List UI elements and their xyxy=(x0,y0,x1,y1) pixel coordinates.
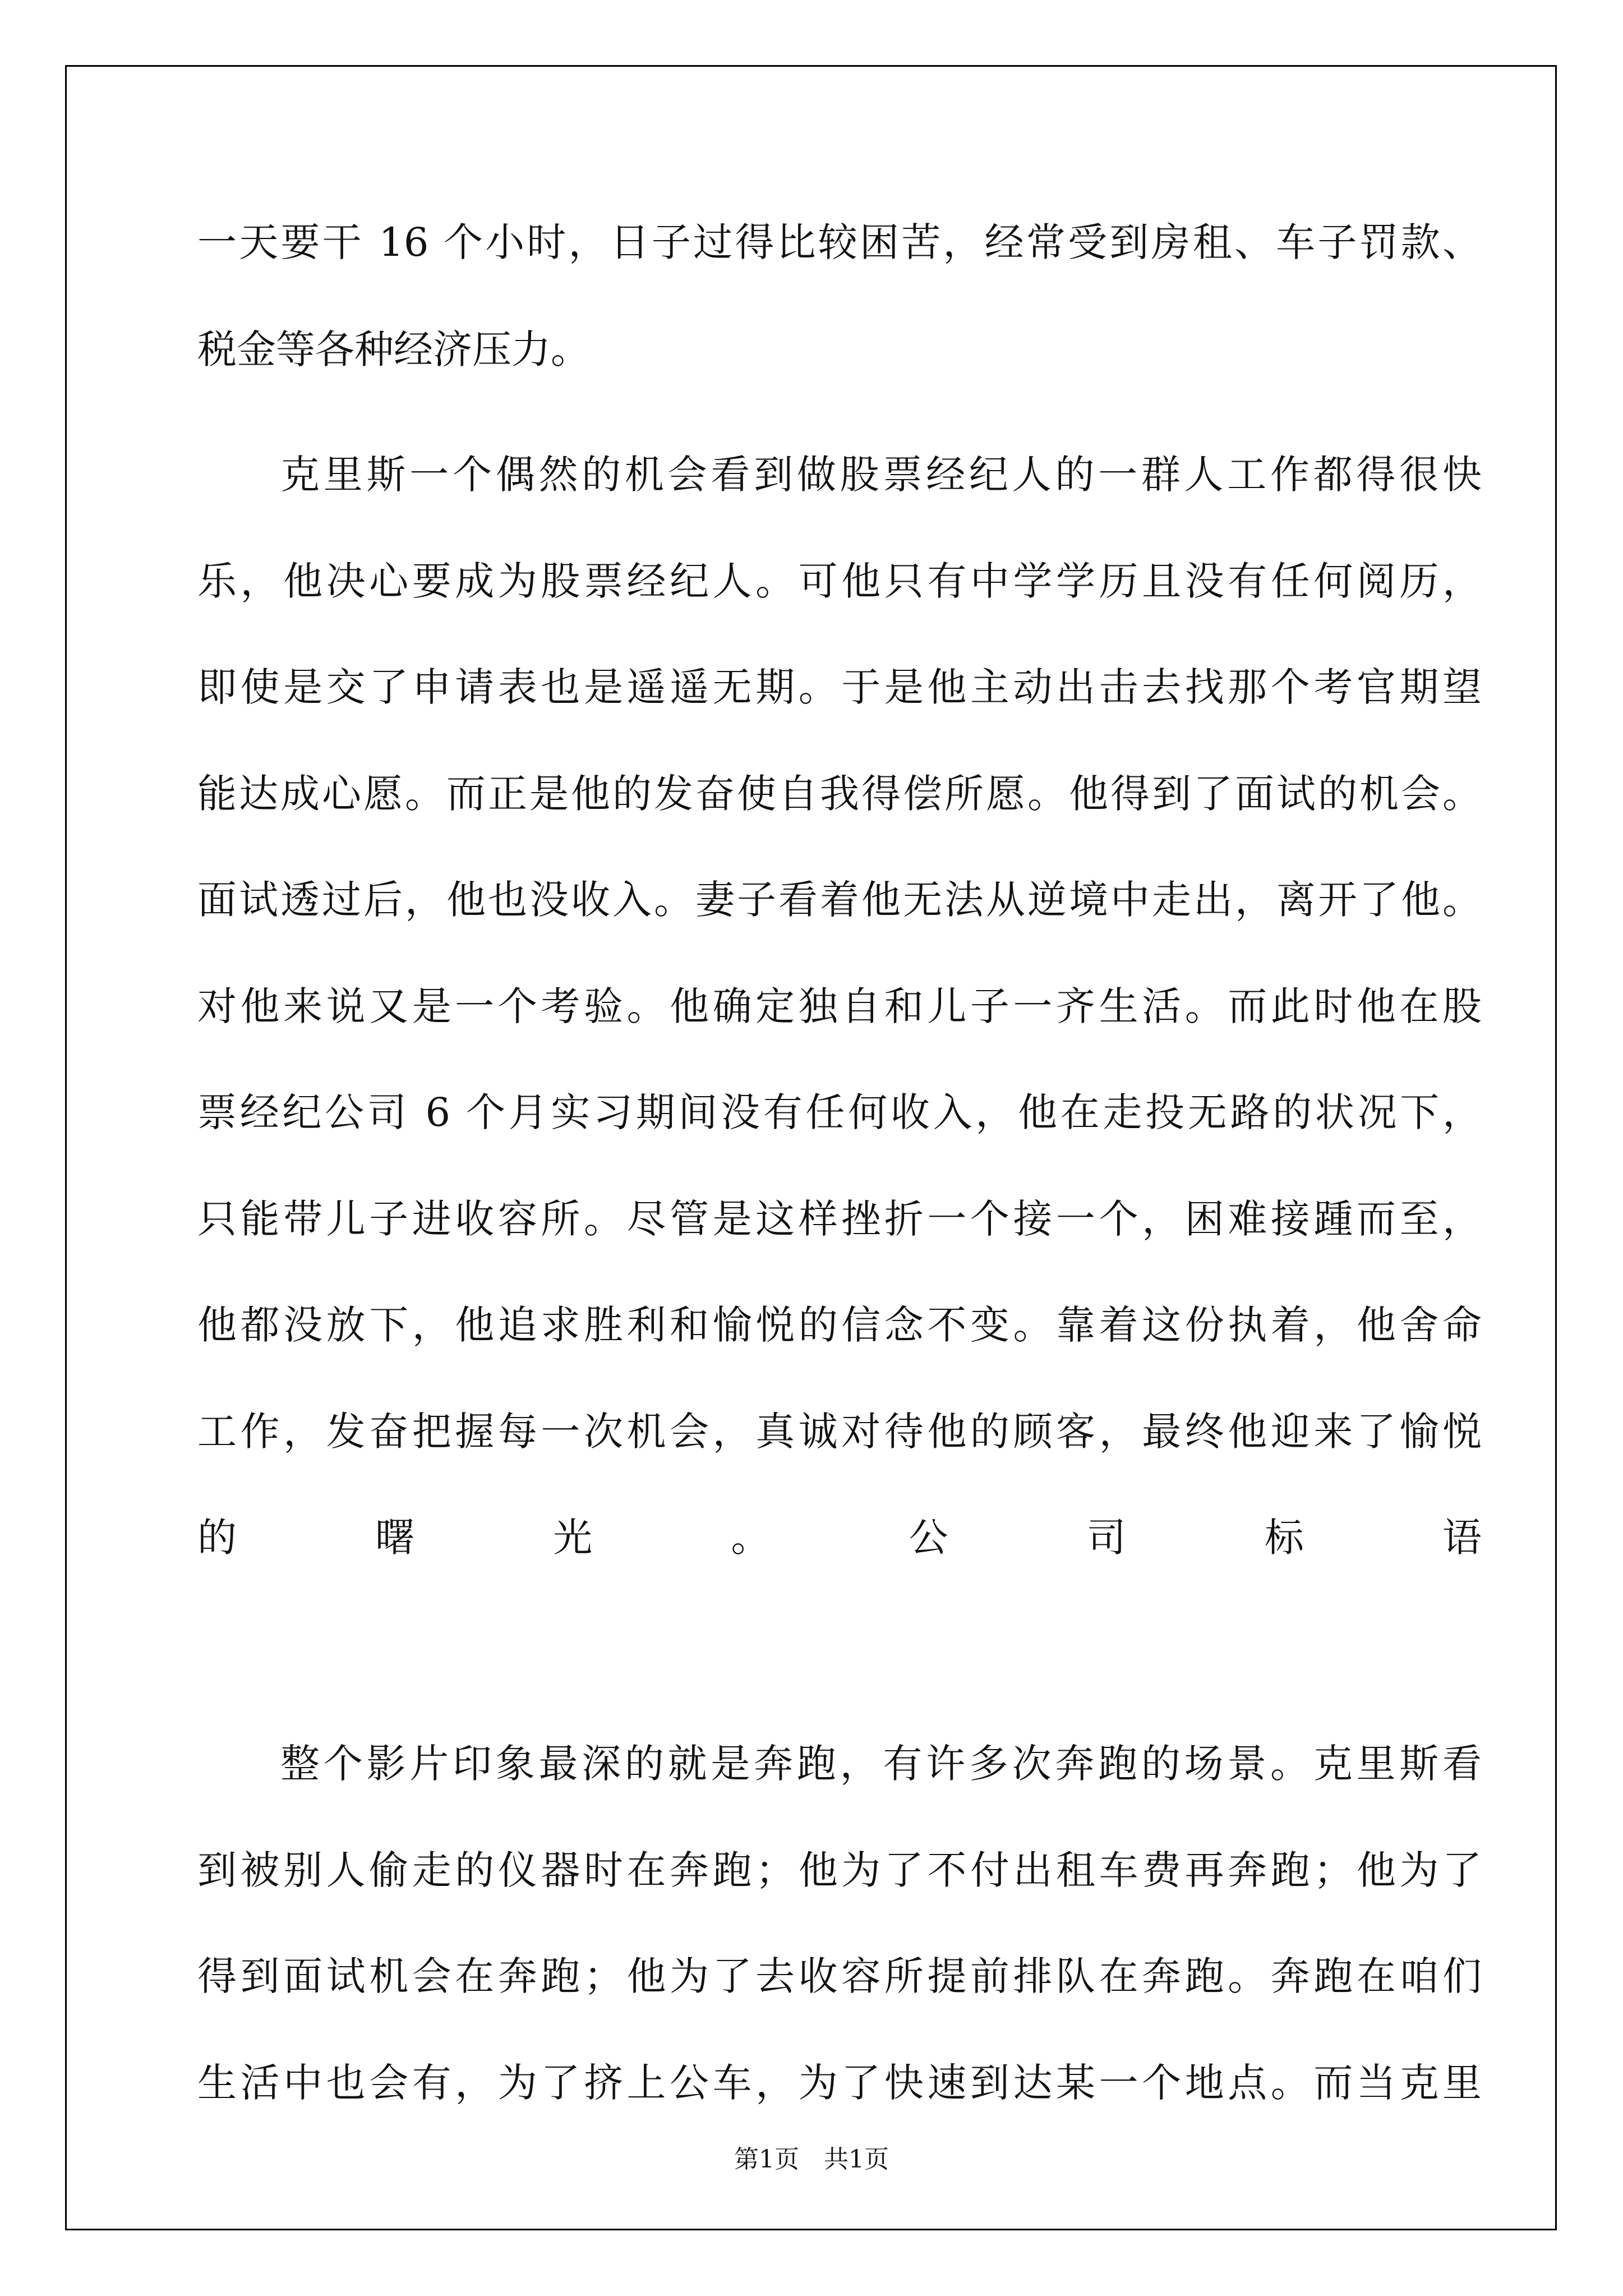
text-line: 对他来说又是一个考验。他确定独自和儿子一齐生活。而此时他在股 xyxy=(197,983,1482,1029)
text-line: 的曙光。公司标语 xyxy=(197,1515,1482,1561)
text-line: 乐，他决心要成为股票经纪人。可他只有中学学历且没有任何阅历， xyxy=(197,558,1482,604)
page-border xyxy=(65,65,1557,2230)
text-line: 票经纪公司 6 个月实习期间没有任何收入，他在走投无路的状况下， xyxy=(197,1089,1482,1135)
text-line: 能达成心愿。而正是他的发奋使自我得偿所愿。他得到了面试的机会。 xyxy=(197,771,1482,817)
text-line: 工作，发奋把握每一次机会，真诚对待他的顾客，最终他迎来了愉悦 xyxy=(197,1409,1482,1455)
text-line: 面试透过后，他也没收入。妻子看着他无法从逆境中走出，离开了他。 xyxy=(197,877,1482,923)
text-line: 生活中也会有，为了挤上公车，为了快速到达某一个地点。而当克里 xyxy=(197,2060,1482,2106)
text-line: 他都没放下，他追求胜利和愉悦的信念不变。靠着这份执着，他舍命 xyxy=(197,1302,1482,1348)
text-line: 一天要干 16 个小时，日子过得比较困苦，经常受到房租、车子罚款、 xyxy=(197,219,1482,265)
text-line: 到被别人偷走的仪器时在奔跑；他为了不付出租车费再奔跑；他为了 xyxy=(197,1847,1482,1893)
page-number-footer: 第1页 共1页 xyxy=(734,2145,889,2174)
text-line: 整个影片印象最深的就是奔跑，有许多次奔跑的场景。克里斯看 xyxy=(280,1741,1482,1787)
text-line: 税金等各种经济压力。 xyxy=(197,326,590,372)
text-line: 即使是交了申请表也是遥遥无期。于是他主动出击去找那个考官期望 xyxy=(197,664,1482,710)
text-line xyxy=(197,1611,1482,1678)
text-line: 得到面试机会在奔跑；他为了去收容所提前排队在奔跑。奔跑在咱们 xyxy=(197,1953,1482,1999)
text-line: 克里斯一个偶然的机会看到做股票经纪人的一群人工作都得很快 xyxy=(280,452,1482,498)
text-line: 只能带儿子进收容所。尽管是这样挫折一个接一个，困难接踵而至， xyxy=(197,1196,1482,1242)
